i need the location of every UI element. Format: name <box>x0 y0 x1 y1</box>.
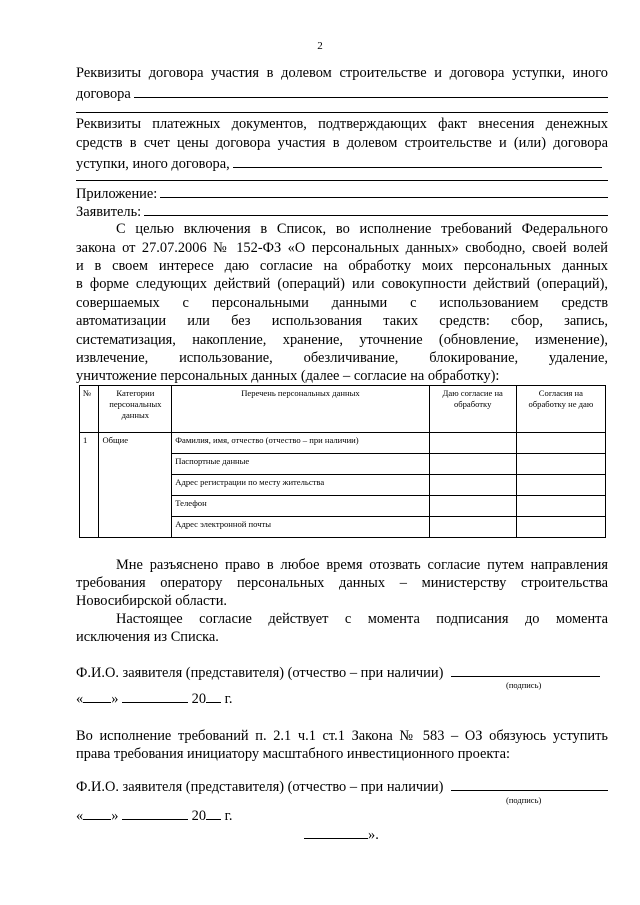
applicant-field[interactable] <box>144 201 608 216</box>
appendix-label: Приложение: <box>76 186 158 202</box>
consent-line-3: и в своем интересе даю согласие на обработку моих персональных данных <box>76 258 608 274</box>
signature-2-field[interactable] <box>451 776 608 791</box>
agree-cell-email[interactable] <box>429 517 516 538</box>
header-disagree: Согласия на обработку не даю <box>516 386 605 433</box>
validity-line-1: Настоящее согласие действует с момента подписания до момента <box>116 611 608 627</box>
header-list: Перечень персональных данных <box>172 386 429 433</box>
consent-line-1: С целью включения в Список, во исполнение требований Федерального <box>116 221 608 237</box>
date-2-month-field[interactable] <box>122 806 188 820</box>
date-2-close-quote: » <box>111 808 119 824</box>
payment-docs-line2: средств в счет цены договора участия в долевом строительстве и (или) договора <box>76 135 608 151</box>
disagree-cell-email[interactable] <box>516 517 605 538</box>
agree-cell-phone[interactable] <box>429 496 516 517</box>
payment-docs-row <box>76 153 608 174</box>
withdraw-line-3: Новосибирской области. <box>76 593 227 609</box>
signature-2-caption: (подпись) <box>506 795 542 805</box>
closing-quote: ». <box>368 827 379 843</box>
signature-2-fio-label: Ф.И.О. заявителя (представителя) (отчество – при наличии) <box>76 779 444 795</box>
agree-cell-passport[interactable] <box>429 454 516 475</box>
contract-details-row <box>76 83 608 104</box>
agree-cell-address[interactable] <box>429 475 516 496</box>
date-1-year-suffix: г. <box>224 691 233 707</box>
date-1-open-quote: « <box>76 691 84 707</box>
closing-row <box>304 825 424 845</box>
date-1-year-prefix: 20 <box>191 691 207 707</box>
signature-1-caption: (подпись) <box>506 680 542 690</box>
item-address: Адрес регистрации по месту жительства <box>172 475 429 496</box>
date-2-year-field[interactable] <box>206 806 221 820</box>
payment-docs-field[interactable] <box>233 153 602 168</box>
header-agree: Даю согласие на обработку <box>429 386 516 433</box>
header-num: № <box>80 386 99 433</box>
date-1-day-field[interactable] <box>83 689 111 703</box>
consent-line-6: автоматизации или без использования таких средств: сбор, запись, <box>76 313 608 329</box>
payment-docs-line1: Реквизиты платежных документов, подтверждающих факт внесения денежных <box>76 116 608 132</box>
consent-line-7: систематизация, накопление, хранение, уточнение (обновление, изменение), <box>76 332 608 348</box>
date-2-year-prefix: 20 <box>191 808 207 824</box>
item-phone: Телефон <box>172 496 429 517</box>
item-email: Адрес электронной почты <box>172 517 429 538</box>
row-category: Общие <box>99 433 172 538</box>
appendix-field[interactable] <box>160 183 608 198</box>
date-2-open-quote: « <box>76 808 84 824</box>
closing-field[interactable] <box>304 825 368 839</box>
date-2-year-suffix: г. <box>224 808 233 824</box>
header-category: Категории персональных данных <box>99 386 172 433</box>
date-1-row <box>76 689 608 709</box>
disagree-cell-fio[interactable] <box>516 433 605 454</box>
applicant-row <box>76 201 608 222</box>
date-1-month-field[interactable] <box>122 689 188 703</box>
contract-details-line2: договора <box>76 86 131 102</box>
withdraw-line-1: Мне разъяснено право в любое время отозвать согласие путем направления <box>116 557 608 573</box>
consent-line-2: закона от 27.07.2006 № 152-ФЗ «О персональных данных» свободно, своей волей <box>76 240 608 256</box>
date-2-row <box>76 806 608 826</box>
consent-line-4: в форме следующих действий (операций) или совокупности действий (операций), <box>76 276 608 292</box>
payment-docs-line3: уступки, иного договора, <box>76 156 230 172</box>
applicant-label: Заявитель: <box>76 204 142 220</box>
obligation-line-2: права требования инициатору масштабного инвестиционного проекта: <box>76 746 511 762</box>
contract-details-line1: Реквизиты договора участия в долевом строительстве и договора уступки, иного <box>76 65 608 81</box>
disagree-cell-phone[interactable] <box>516 496 605 517</box>
date-2-day-field[interactable] <box>83 806 111 820</box>
page-number: 2 <box>317 40 323 52</box>
contract-details-field[interactable] <box>134 83 608 98</box>
item-fio: Фамилия, имя, отчество (отчество – при наличии) <box>172 433 429 454</box>
obligation-line-1: Во исполнение требований п. 2.1 ч.1 ст.1 Закона № 583 – ОЗ обязуюсь уступить <box>76 728 608 744</box>
item-passport: Паспортные данные <box>172 454 429 475</box>
signature-2-row <box>76 776 608 797</box>
date-1-close-quote: » <box>111 691 119 707</box>
date-1-year-field[interactable] <box>206 689 221 703</box>
payment-docs-extra-line[interactable] <box>76 180 608 181</box>
signature-1-field[interactable] <box>451 662 600 677</box>
withdraw-line-2: требования оператору персональных данных – министерству строительства <box>76 575 608 591</box>
agree-cell-fio[interactable] <box>429 433 516 454</box>
table-row <box>80 433 606 454</box>
consent-line-9: уничтожение персональных данных (далее – согласие на обработку): <box>76 368 500 384</box>
consent-line-5: совершаемых с персональными данными с использованием средств <box>76 295 608 311</box>
row-num: 1 <box>80 433 99 538</box>
disagree-cell-passport[interactable] <box>516 454 605 475</box>
contract-details-extra-line[interactable] <box>76 112 608 113</box>
consent-table <box>79 385 606 538</box>
disagree-cell-address[interactable] <box>516 475 605 496</box>
table-header-row <box>80 386 606 433</box>
validity-line-2: исключения из Списка. <box>76 629 219 645</box>
consent-line-8: извлечение, использование, обезличивание, блокирование, удаление, <box>76 350 608 366</box>
signature-1-fio-label: Ф.И.О. заявителя (представителя) (отчество – при наличии) <box>76 665 444 681</box>
